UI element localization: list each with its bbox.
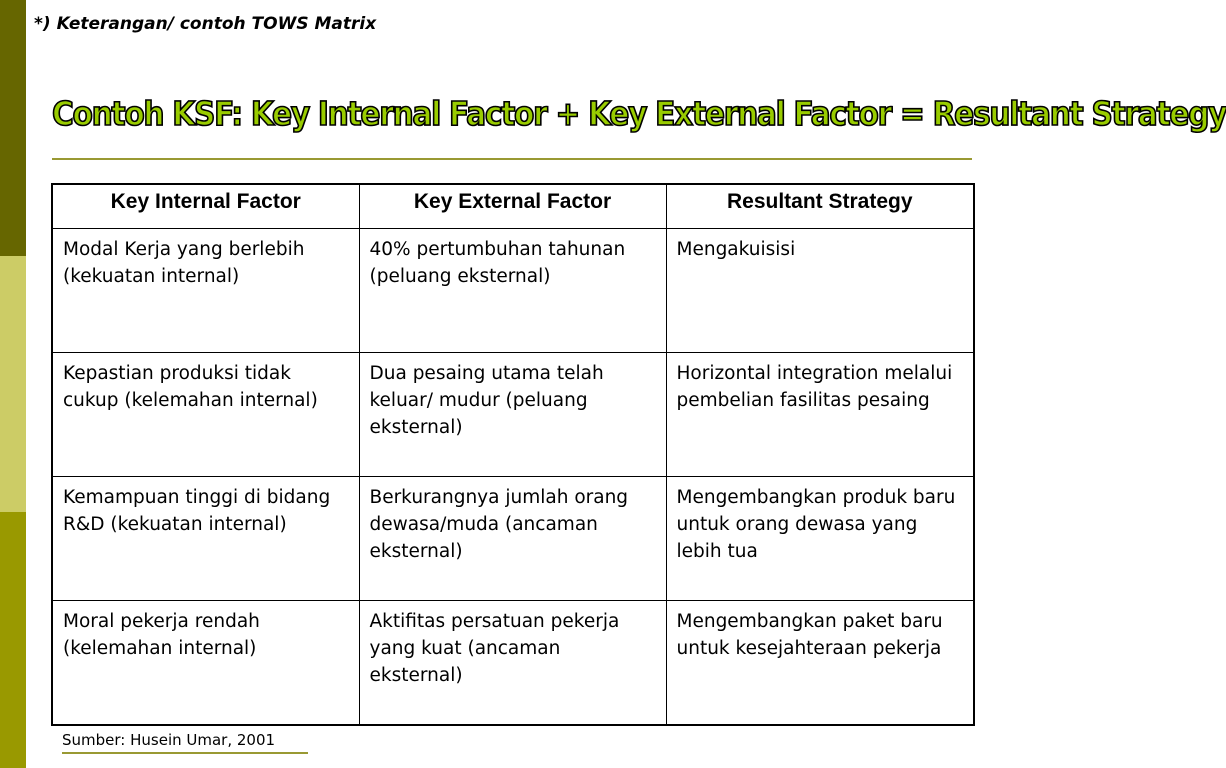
tows-matrix-table: [51, 183, 975, 726]
left-bar-segment-dark: [0, 0, 26, 256]
source-underline: [62, 752, 308, 754]
slide-note: *) Keterangan/ contoh TOWS Matrix: [34, 14, 377, 34]
cell-external-factor: Dua pesaing utama telah keluar/ mudur (peluang eksternal): [359, 353, 666, 477]
slide-title: Contoh KSF: Key Internal Factor + Key External Factor = Resultant Strategy: [52, 94, 1226, 133]
header-key-external-factor: Key External Factor: [359, 184, 666, 229]
left-bar-segment-mid: [0, 512, 26, 768]
cell-external-factor: Aktifitas persatuan pekerja yang kuat (ancaman eksternal): [359, 601, 666, 726]
cell-resultant-strategy: Mengembangkan produk baru untuk orang dewasa yang lebih tua: [666, 477, 974, 601]
header-key-internal-factor: Key Internal Factor: [52, 184, 359, 229]
cell-resultant-strategy: Mengembangkan paket baru untuk kesejahteraan pekerja: [666, 601, 974, 726]
cell-resultant-strategy: Mengakuisisi: [666, 229, 974, 353]
left-bar-segment-light: [0, 256, 26, 512]
cell-resultant-strategy: Horizontal integration melalui pembelian fasilitas pesaing: [666, 353, 974, 477]
table-row: [52, 477, 974, 601]
cell-internal-factor: Kemampuan tinggi di bidang R&D (kekuatan internal): [52, 477, 359, 601]
title-underline: [52, 158, 972, 160]
decorative-left-bar: [0, 0, 26, 768]
header-resultant-strategy: Resultant Strategy: [666, 184, 974, 229]
table-row: [52, 229, 974, 353]
cell-internal-factor: Kepastian produksi tidak cukup (kelemahan internal): [52, 353, 359, 477]
table-header-row: [52, 184, 974, 229]
cell-external-factor: 40% pertumbuhan tahunan (peluang eksternal): [359, 229, 666, 353]
source-citation: Sumber: Husein Umar, 2001: [62, 731, 276, 749]
cell-external-factor: Berkurangnya jumlah orang dewasa/muda (ancaman eksternal): [359, 477, 666, 601]
cell-internal-factor: Modal Kerja yang berlebih (kekuatan internal): [52, 229, 359, 353]
cell-internal-factor: Moral pekerja rendah (kelemahan internal): [52, 601, 359, 726]
table-row: [52, 601, 974, 726]
table-row: [52, 353, 974, 477]
